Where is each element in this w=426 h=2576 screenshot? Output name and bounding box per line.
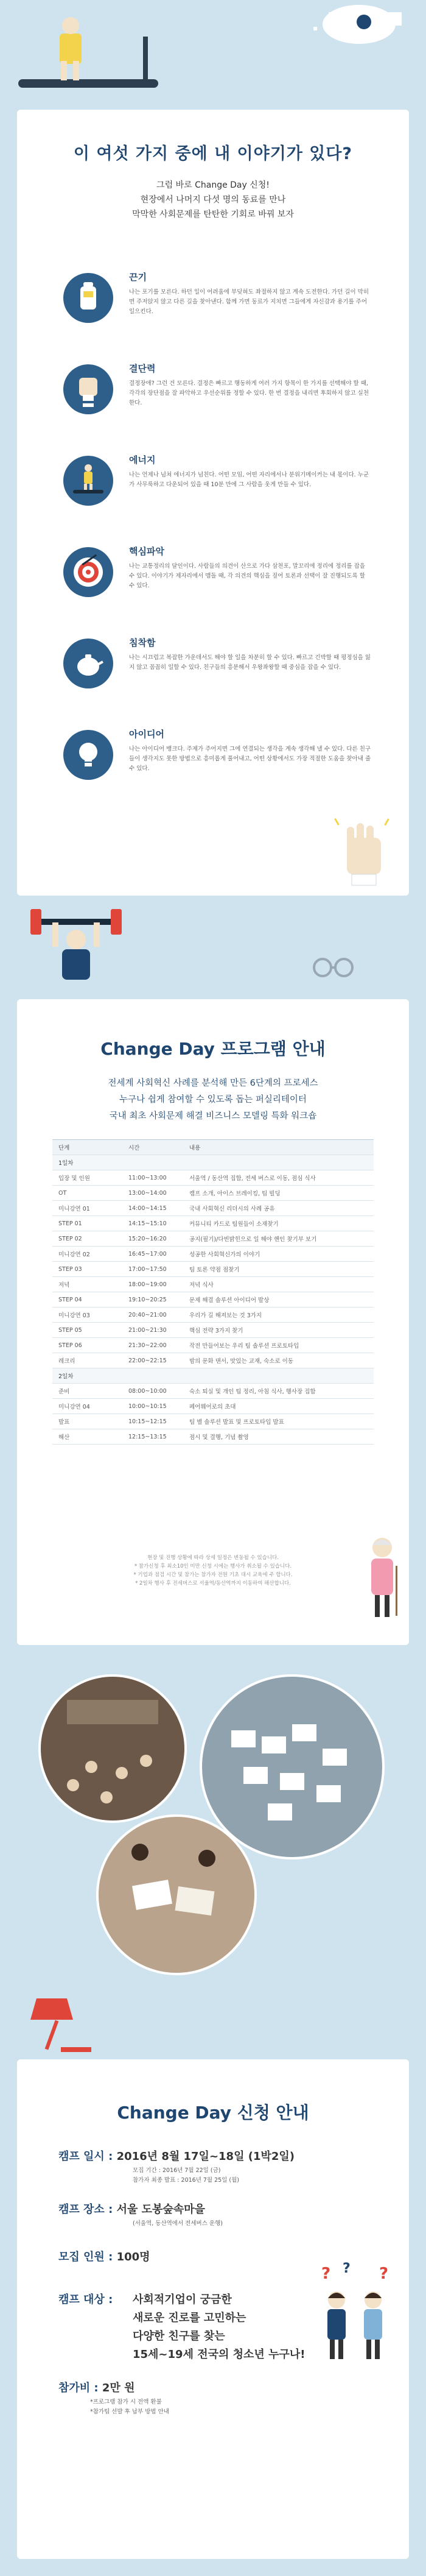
- cell-step: 레크리: [52, 1353, 122, 1368]
- cell-step: STEP 06: [52, 1338, 122, 1353]
- cell-time: 15:20~16:20: [122, 1231, 183, 1247]
- table-row: [52, 1323, 374, 1338]
- note-line: * 기업과 점검 시간 및 참가는 참가자 전원 기초 대시 교육에 주 합니다.: [133, 1572, 293, 1578]
- schedule-notes: [17, 1554, 409, 1588]
- svg-text:?: ?: [343, 2261, 351, 2276]
- cell-time: 20:40~21:00: [122, 1307, 183, 1323]
- note-line: * 2일차 행사 후 전세버스로 서울역/동산역까지 이동하여 해산합니다.: [135, 1580, 291, 1587]
- trait-calmness: [63, 634, 374, 719]
- trait-grit: [63, 268, 374, 353]
- cell-step: 준비: [52, 1384, 122, 1399]
- cell-content: 점시 및 결행, 기념 촬영: [183, 1429, 374, 1445]
- cell-step: STEP 05: [52, 1323, 122, 1338]
- cell-step: 미니강연 03: [52, 1307, 122, 1323]
- table-row: [52, 1307, 374, 1323]
- table-row: [52, 1170, 374, 1186]
- cell-content: 공지(필기)/다빈밝힌으로 일 해야 핸인 찾기부 보기: [183, 1231, 374, 1247]
- cell-content: 커뮤니티 카드로 팀원들이 소재찾기: [183, 1216, 374, 1231]
- cell-time: 16:45~17:00: [122, 1247, 183, 1262]
- target-lines: [133, 2291, 305, 2364]
- day-row: [52, 1368, 374, 1384]
- trait-name: 에너지: [129, 455, 156, 465]
- subtitle-line: 전세계 사회혁신 사례를 분석해 만든 6단계의 프로세스: [108, 1078, 318, 1088]
- cell-time: 08:00~10:00: [122, 1384, 183, 1399]
- camp-date-value: 2016년 8월 17일~18일 (1박2일): [116, 2150, 295, 2163]
- trait-energy: [63, 451, 374, 536]
- subtitle-line: 막막한 사회문제를 탄탄한 기회로 바꿔 보자: [132, 210, 294, 219]
- note-line: *프로그램 참가 시 전액 환불: [90, 2399, 162, 2405]
- traits-title: 이 여섯 가지 중에 내 이야기가 있다?: [73, 144, 353, 163]
- teapot-icon: [63, 639, 113, 688]
- subtitle-line: 그럼 바로 Change Day 신청!: [156, 180, 270, 190]
- table-row: [52, 1277, 374, 1292]
- cell-time: 10:15~12:15: [122, 1414, 183, 1429]
- target-label: 캠프 대상 :: [58, 2293, 113, 2306]
- trait-desc: 나는 시끄럽고 복잡한 가운데서도 해야 할 일을 차분히 할 수 있다. 빠르고 긴박할 때 평정심을 잃지 않고 꼼꼼히 일할 수 있다. 친구들의 흥분해서 우왕좌왕할 때 중심을 잡을 수 있다.: [129, 654, 371, 671]
- cell-content: 숙소 퇴실 및 개인 팀 정리, 아침 식사, 행사장 집합: [183, 1384, 374, 1399]
- trait-name: 결단력: [129, 363, 156, 374]
- application-section: [17, 2059, 409, 2559]
- column-header: 시간: [122, 1140, 183, 1155]
- trait-decisiveness: [63, 359, 374, 445]
- day-label: 1일차: [52, 1155, 374, 1170]
- note-line: 모집 기간 : 2016년 7월 22일 (금): [133, 2167, 221, 2174]
- table-row: [52, 1216, 374, 1231]
- column-header: 내용: [183, 1140, 374, 1155]
- trait-insight: [63, 542, 374, 628]
- traits-subtitle: [17, 178, 409, 222]
- note-line: * 참가신청 후 최소10인 미만 신청 시에는 행사가 취소될 수 있습니다.: [134, 1563, 292, 1569]
- trait-desc: 나는 포기를 모른다. 하던 일이 어려움에 부딪혀도 좌절하지 않고 계속 도전한다. 가던 길이 막히면 주저앉지 않고 다른 길을 찾아낸다. 함께 가면 동료가 지치면 그들에게 자신감과 용기를 주어 일으킨다.: [129, 289, 369, 315]
- table-row: [52, 1429, 374, 1445]
- cell-step: OT: [52, 1186, 122, 1201]
- target-line: 15세~19세 전국의 청소년 누구나!: [133, 2348, 306, 2361]
- svg-text:?: ?: [379, 2265, 389, 2283]
- cell-time: 13:00~14:00: [122, 1186, 183, 1201]
- recruit-label: 모집 인원 :: [58, 2251, 113, 2263]
- fee-value: 2만 원: [102, 2382, 135, 2394]
- students-illustration: [309, 2260, 400, 2364]
- table-row: [52, 1384, 374, 1399]
- fist-icon: [63, 364, 113, 414]
- trait-desc: 나는 언제나 넘쳐 에너지가 넘친다. 어떤 모임, 어떤 자리에서나 분위기메이커는 내 몫이다. 누군가 사무룩하고 다운되어 있을 때 10분 만에 그 사람을 웃게 만들 수 있다.: [129, 472, 369, 488]
- cell-content: 성공한 사회혁신가의 이야기: [183, 1247, 374, 1262]
- cell-step: 미니강연 02: [52, 1247, 122, 1262]
- table-row: [52, 1399, 374, 1414]
- program-title: Change Day 프로그램 안내: [100, 1039, 326, 1059]
- table-row: [52, 1201, 374, 1216]
- camp-date-notes: [133, 2166, 239, 2185]
- cell-content: 서울역 / 동산역 집합, 전세 버스로 이동, 점심 식사: [183, 1170, 374, 1186]
- day-row: [52, 1155, 374, 1170]
- note-line: 현장 및 진행 상황에 따라 상세 일정은 변동될 수 있습니다.: [147, 1555, 279, 1561]
- cell-content: 페어웨어로의 초대: [183, 1399, 374, 1414]
- workshop-photos: [0, 1645, 426, 1986]
- note-line: 참가자 최종 발표 : 2016년 7월 25일 (월): [133, 2177, 240, 2184]
- cell-step: 저녁: [52, 1277, 122, 1292]
- cell-content: 저녁 식사: [183, 1277, 374, 1292]
- table-header-row: [52, 1140, 374, 1155]
- fee-row: [58, 2379, 135, 2395]
- cell-time: 22:00~22:15: [122, 1353, 183, 1368]
- target-line: 새로운 진로를 고민하는: [133, 2312, 246, 2324]
- trait-name: 침착함: [129, 637, 156, 648]
- cell-time: 14:00~14:15: [122, 1201, 183, 1216]
- cell-time: 11:00~13:00: [122, 1170, 183, 1186]
- target-row: [58, 2291, 113, 2307]
- bulb-icon: [63, 730, 113, 780]
- camp-date-row: [58, 2148, 295, 2164]
- cell-step: STEP 02: [52, 1231, 122, 1247]
- cell-time: 18:00~19:00: [122, 1277, 183, 1292]
- fee-notes: [90, 2397, 169, 2417]
- cell-content: 팀 별 솔루션 발표 및 프로토타입 발표: [183, 1414, 374, 1429]
- trait-name: 아이디어: [129, 729, 164, 740]
- subtitle-line: 누구나 쉽게 참여할 수 있도록 돕는 퍼실리테이터: [119, 1095, 307, 1105]
- table-row: [52, 1353, 374, 1368]
- target-line: 사회적기업이 궁금한: [133, 2293, 232, 2306]
- trait-desc: 결정장애? 그런 건 모른다. 결정은 빠르고 행동하게 여러 가지 항목이 한 가지를 선택해야 할 때, 각각의 장단점을 잘 파악하고 우선순위를 정할 수 있다. 한 번 결정을 내리면 후회하지 않고 실천한다.: [129, 380, 369, 406]
- day-label: 2일차: [52, 1368, 374, 1384]
- backpack-icon: [63, 273, 113, 323]
- svg-text:?: ?: [321, 2265, 331, 2283]
- cell-content: 작전 만들어보는 우리 팀 솔루션 프로토타입: [183, 1338, 374, 1353]
- trait-desc: 나는 아이디어 뱅크다. 주제가 주어지면 그에 연결되는 생각을 계속 생각해 낼 수 있다. 다른 친구들이 생각지도 못한 방법으로 흥미롭게 풀어내고, 어떤 상황에서도 가장 적절한 도움을 찾아내 줄 수 있다.: [129, 746, 371, 772]
- cell-step: STEP 03: [52, 1262, 122, 1277]
- cell-step: 미니강연 01: [52, 1201, 122, 1216]
- place-value: 서울 도봉숲속마을: [116, 2203, 205, 2216]
- cell-step: STEP 01: [52, 1216, 122, 1231]
- trait-idea: [63, 725, 374, 810]
- place-row: [58, 2201, 205, 2217]
- elder-illustration: [358, 1529, 407, 1621]
- cell-content: 핵심 전략 3가지 찾기: [183, 1323, 374, 1338]
- subtitle-line: 국내 최초 사회문제 해결 비즈니스 모델링 특화 워크숍: [109, 1111, 317, 1121]
- note-line: *참가팀 선발 후 납부 방법 안내: [90, 2408, 169, 2415]
- fee-label: 참가비 :: [58, 2382, 99, 2394]
- weightlifter-illustration: [0, 901, 426, 992]
- recruit-value: 100명: [116, 2251, 150, 2263]
- table-row: [52, 1231, 374, 1247]
- table-row: [52, 1414, 374, 1429]
- cell-content: 국내 사회혁신 리더시의 사례 공유: [183, 1201, 374, 1216]
- place-note: (서울역, 동산역에서 전세버스 운행): [133, 2220, 223, 2227]
- cell-time: 14:15~15:10: [122, 1216, 183, 1231]
- cell-time: 17:00~17:50: [122, 1262, 183, 1277]
- trait-name: 핵심파악: [129, 546, 164, 557]
- top-illustration: [0, 0, 426, 101]
- cell-step: 입장 및 인원: [52, 1170, 122, 1186]
- cell-content: 캠프 소개, 아이스 브레이킹, 팀 빌딩: [183, 1186, 374, 1201]
- schedule-table: [52, 1139, 374, 1445]
- table-row: [52, 1186, 374, 1201]
- table-row: [52, 1338, 374, 1353]
- target-line: 다양한 친구를 찾는: [133, 2330, 225, 2343]
- cell-time: 21:00~21:30: [122, 1323, 183, 1338]
- target-icon: [63, 547, 113, 597]
- application-title: Change Day 신청 안내: [117, 2103, 309, 2123]
- cell-time: 12:15~13:15: [122, 1429, 183, 1445]
- cell-step: 미니강연 04: [52, 1399, 122, 1414]
- program-subtitle: [17, 1075, 409, 1125]
- program-section: [17, 999, 409, 1645]
- cell-content: 문제 해결 솔루션 아이디어 발상: [183, 1292, 374, 1307]
- camp-date-label: 캠프 일시 :: [58, 2150, 113, 2163]
- cell-step: 해산: [52, 1429, 122, 1445]
- subtitle-line: 현장에서 나머지 다섯 명의 동료를 만나: [140, 195, 286, 205]
- cell-step: STEP 04: [52, 1292, 122, 1307]
- table-row: [52, 1292, 374, 1307]
- table-row: [52, 1262, 374, 1277]
- cell-content: 팀 토론 약점 점찾기: [183, 1262, 374, 1277]
- recruit-row: [58, 2248, 150, 2264]
- column-header: 단계: [52, 1140, 122, 1155]
- cell-content: 우리가 길 해져보는 것 3가지: [183, 1307, 374, 1323]
- trait-desc: 나는 교통정리의 달인이다. 사람들의 의견이 산으로 가다 삼천포, 말꼬리에 정리에 정리를 잡을 수 있다. 이야기가 제자리에서 맴돌 때, 각 의견의 핵심을 짚어 토론과 선택이 잘 진행되도록 할 수 있다.: [129, 563, 365, 589]
- trait-name: 끈기: [129, 272, 147, 283]
- hand-illustration: [333, 813, 394, 886]
- cell-time: 21:30~22:00: [122, 1338, 183, 1353]
- table-row: [52, 1247, 374, 1262]
- traits-section: [17, 110, 409, 896]
- place-label: 캠프 장소 :: [58, 2203, 113, 2216]
- cell-time: 19:10~20:25: [122, 1292, 183, 1307]
- cell-time: 10:00~10:15: [122, 1399, 183, 1414]
- runner-icon: [63, 456, 113, 506]
- cell-content: 밤의 문화 댄서, 맛있는 교재, 숙소로 이동: [183, 1353, 374, 1368]
- cell-step: 발표: [52, 1414, 122, 1429]
- lamp-illustration: [0, 1986, 426, 2065]
